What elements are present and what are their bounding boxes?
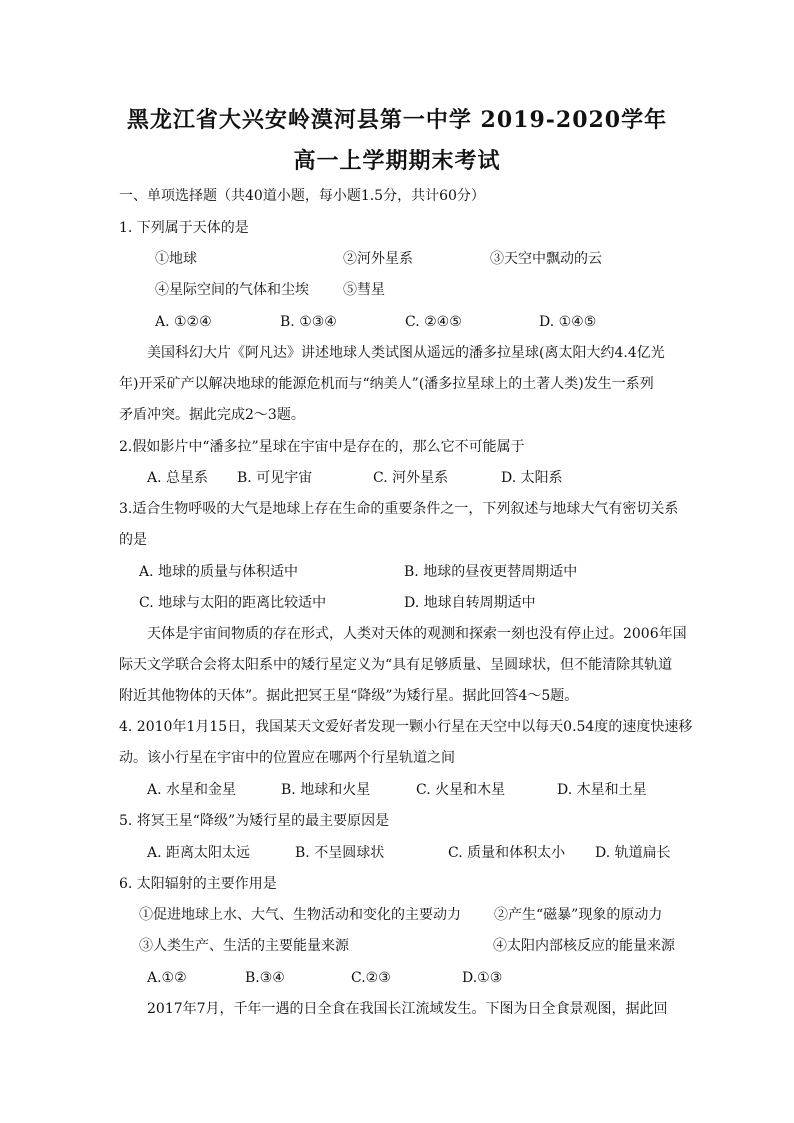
q4-stem-line2: 动。该小行星在宇宙中的位置应在哪两个行星轨道之间 [119,750,455,766]
q5-option-a: A. 距离太阳太远 [147,845,251,861]
q3-option-b: B. 地球的昼夜更替周期适中 [404,564,578,580]
passage3-line1: 2017年7月，千年一遇的日全食在我国长江流域发生。下图为日全食景观图，据此回 [147,1001,668,1017]
q6-item-4: ④太阳内部核反应的能量来源 [493,938,675,954]
q6-item-2: ②产生“磁暴”现象的原动力 [494,907,663,923]
q4-option-b: B. 地球和火星 [281,782,371,798]
q3-option-a: A. 地球的质量与体积适中 [139,564,299,580]
doc-title-line1: 黑龙江省大兴安岭漠河县第一中学 2019-2020学年 [126,107,668,133]
q2-option-a: A. 总星系 [147,470,209,486]
passage1-line1: 美国科幻大片《阿凡达》讲述地球人类试图从遥远的潘多拉星球(离太阳大约4.4亿光 [147,345,665,361]
q1-option-d: D. ①④⑤ [539,314,597,330]
q2-stem: 2.假如影片中“潘多拉”星球在宇宙中是存在的，那么它不可能属于 [119,439,525,455]
q5-option-b: B. 不呈圆球状 [295,845,385,861]
q4-option-c: C. 火星和木星 [416,782,506,798]
q3-stem-line1: 3.适合生物呼吸的大气是地球上存在生命的重要条件之一，下列叙述与地球大气有密切关系 [119,501,679,517]
q1-item-2: ②河外星系 [343,251,413,267]
q6-option-b: B.③④ [245,970,285,986]
q1-option-a: A. ①②④ [155,314,212,330]
q5-stem: 5. 将冥王星“降级”为矮行星的最主要原因是 [119,813,390,829]
q2-option-c: C. 河外星系 [373,470,449,486]
passage2-line3: 附近其他物体的天体”。据此把冥王星“降级”为矮行星。据此回答4～5题。 [119,688,579,704]
q6-option-c: C.②③ [351,970,391,986]
q4-option-d: D. 木星和土星 [557,782,647,798]
q1-item-3: ③天空中飘动的云 [490,251,602,267]
passage2-line2: 际天文学联合会将太阳系中的矮行星定义为“具有足够质量、呈圆球状，但不能清除其轨道 [119,657,673,673]
q3-option-c: C. 地球与太阳的距离比较适中 [139,595,327,611]
passage1-line3: 矛盾冲突。据此完成2～3题。 [119,407,305,423]
doc-title-line2: 高一上学期期末考试 [293,148,501,174]
q4-stem-line1: 4. 2010年1月15日，我国某天文爱好者发现一颗小行星在天空中以每天0.54度的速度快速移 [119,719,693,735]
section-heading: 一、单项选择题（共40道小题，每小题1.5分，共计60分） [119,188,485,204]
q1-option-c: C. ②④⑤ [405,314,462,330]
q2-option-d: D. 太阳系 [501,470,563,486]
q6-option-a: A.①② [147,970,187,986]
q5-option-d: D. 轨道扁长 [595,845,671,861]
q5-option-c: C. 质量和体积太小 [448,845,566,861]
q6-item-3: ③人类生产、生活的主要能量来源 [139,938,349,954]
q1-item-4: ④星际空间的气体和尘埃 [155,282,309,298]
q1-item-5: ⑤彗星 [343,282,385,298]
q1-stem: 1. 下列属于天体的是 [119,220,249,236]
q2-option-b: B. 可见宇宙 [237,470,313,486]
q3-stem-line2: 的是 [119,532,147,548]
passage1-line2: 年)开采矿产以解决地球的能源危机而与“纳美人”(潘多拉星球上的土著人类)发生一系列 [119,376,654,392]
q6-stem: 6. 太阳辐射的主要作用是 [119,876,277,892]
q3-option-d: D. 地球自转周期适中 [404,595,536,611]
q6-option-d: D.①③ [462,970,503,986]
q1-option-b: B. ①③④ [280,314,337,330]
passage2-line1: 天体是宇宙间物质的存在形式，人类对天体的观测和探索一刻也没有停止过。2006年国 [147,626,687,642]
q1-item-1: ①地球 [155,251,197,267]
q4-option-a: A. 水星和金星 [147,782,237,798]
q6-item-1: ①促进地球上水、大气、生物活动和变化的主要动力 [139,907,461,923]
